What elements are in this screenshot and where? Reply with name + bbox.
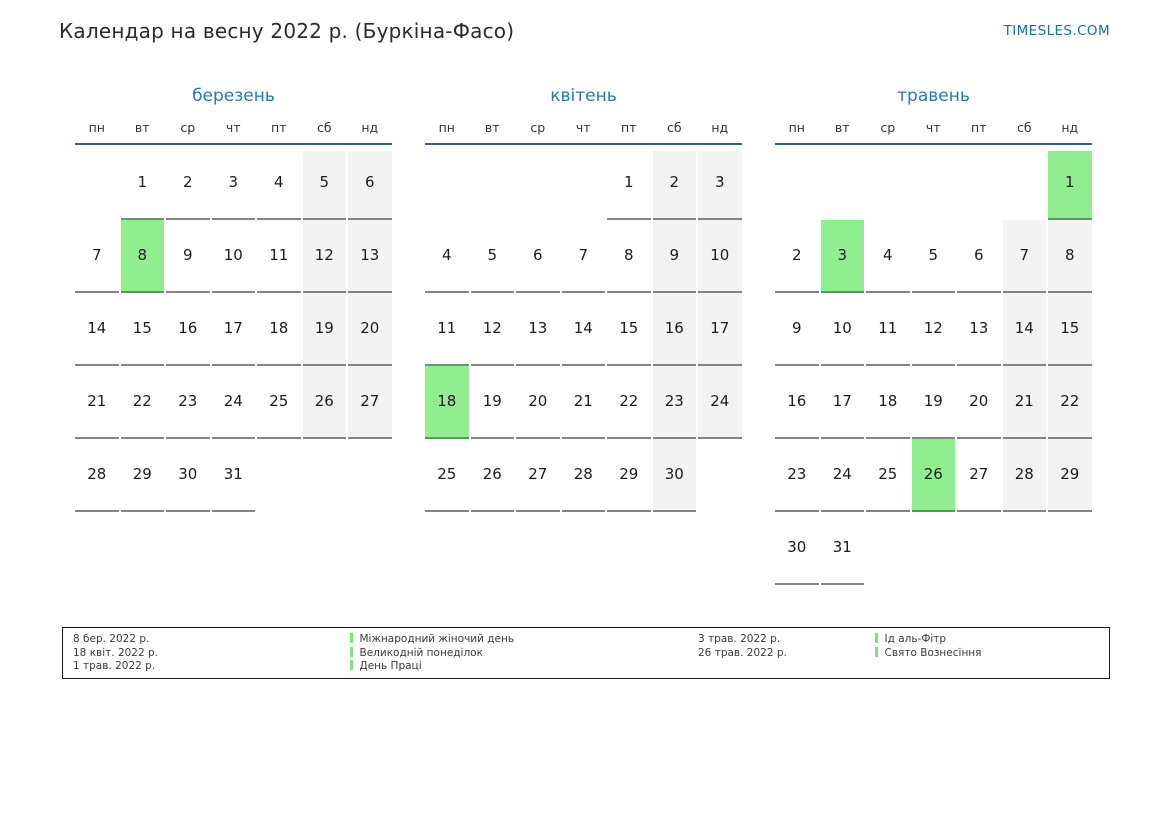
day-cell [425,439,469,512]
day-cell [1003,220,1047,293]
legend-holiday [350,633,514,647]
empty-cell [912,147,956,220]
empty-cell [866,147,910,220]
day-number: 20 [360,318,380,337]
day-cell [212,293,256,366]
day-cell [166,220,210,293]
weekday-label: сб [1016,120,1032,135]
day-cell [75,220,119,293]
day-number: 21 [1014,391,1034,410]
day-number: 14 [1014,318,1034,337]
day-cell [1003,366,1047,439]
day-cell [212,366,256,439]
legend-holiday-label: Ід аль-Фітр [884,633,947,645]
empty-cell [821,147,865,220]
day-cell [607,147,651,220]
weekday-label: вт [834,120,850,135]
weekday-header [425,116,742,145]
day-number: 6 [532,245,543,264]
day-number: 8 [1064,245,1075,264]
day-cell [607,439,651,512]
day-number: 23 [178,391,198,410]
empty-cell [912,512,956,585]
day-number: 17 [832,391,852,410]
day-number: 18 [437,391,457,410]
day-cell [698,147,742,220]
day-cell [166,439,210,512]
day-number: 25 [878,464,898,483]
day-number: 22 [619,391,639,410]
day-number: 1 [1064,172,1075,191]
day-underline [821,583,865,585]
legend-date: 8 бер. 2022 р. [73,633,150,645]
day-number: 9 [669,245,680,264]
weekday-label: чт [575,120,591,135]
weekday-label: нд [1061,120,1079,135]
day-number: 26 [482,464,502,483]
legend-date: 26 трав. 2022 р. [698,646,787,659]
day-cell [516,439,560,512]
day-number: 29 [132,464,152,483]
day-cell [257,220,301,293]
legend-holidays-right [875,633,982,660]
day-number: 3 [228,172,239,191]
day-number: 28 [1014,464,1034,483]
day-number: 11 [878,318,898,337]
day-cell [1048,366,1092,439]
month-grid [75,147,392,512]
day-number: 30 [178,464,198,483]
weekday-label: пт [971,120,987,135]
day-number: 5 [487,245,498,264]
legend-holiday-label: Свято Вознесіння [884,646,982,659]
day-number: 29 [1060,464,1080,483]
day-number: 3 [714,172,725,191]
day-cell [257,366,301,439]
empty-cell [957,147,1001,220]
day-number: 11 [269,245,289,264]
day-cell [1003,293,1047,366]
day-number: 17 [223,318,243,337]
day-cell [821,439,865,512]
weekday-label: пн [88,120,105,135]
day-number: 8 [137,245,148,264]
day-cell [653,293,697,366]
day-cell [775,293,819,366]
day-cell [821,366,865,439]
day-cell [653,147,697,220]
empty-cell [303,439,347,512]
day-number: 9 [182,245,193,264]
day-number: 25 [269,391,289,410]
day-cell [653,439,697,512]
day-number: 19 [314,318,334,337]
day-cell [698,220,742,293]
day-cell [957,366,1001,439]
weekday-header [775,116,1092,145]
empty-cell [1048,512,1092,585]
legend-date: 18 квіт. 2022 р. [73,646,158,659]
weekday-label: сб [316,120,332,135]
day-number: 16 [178,318,198,337]
day-cell [303,220,347,293]
day-cell [912,366,956,439]
legend-holiday [875,647,982,661]
day-number: 6 [364,172,375,191]
empty-cell [562,147,606,220]
holiday-marker-icon [350,660,353,670]
day-number: 20 [528,391,548,410]
day-number: 22 [132,391,152,410]
empty-cell [1003,512,1047,585]
day-cell [166,293,210,366]
day-cell [821,512,865,585]
empty-cell [425,147,469,220]
weekday-label: чт [225,120,241,135]
month-title: квітень [550,86,617,106]
empty-cell [698,439,742,512]
day-number: 14 [573,318,593,337]
day-cell [957,293,1001,366]
legend-holiday [875,633,982,647]
day-cell [607,366,651,439]
day-number: 5 [319,172,330,191]
empty-cell [957,512,1001,585]
day-number: 8 [623,245,634,264]
day-number: 21 [87,391,107,410]
day-number: 15 [132,318,152,337]
page-title: Календар на весну 2022 р. (Буркіна-Фасо) [59,19,515,43]
day-number: 1 [623,172,634,191]
day-number: 4 [441,245,452,264]
day-cell [212,147,256,220]
day-cell [775,439,819,512]
holiday-marker-icon [350,647,353,657]
empty-cell [866,512,910,585]
day-cell [348,220,392,293]
day-cell [516,293,560,366]
day-number: 27 [528,464,548,483]
day-cell [775,366,819,439]
legend-date: 3 трав. 2022 р. [698,633,781,645]
day-number: 11 [437,318,457,337]
calendar-month-2 [425,84,742,512]
day-number: 30 [787,537,807,556]
day-number: 13 [969,318,989,337]
day-underline [121,510,165,512]
day-number: 24 [223,391,243,410]
day-cell [653,220,697,293]
legend-dates-right [698,633,787,660]
day-cell [121,366,165,439]
day-underline [516,510,560,512]
day-cell-holiday [821,220,865,293]
day-cell-holiday [425,366,469,439]
day-number: 26 [314,391,334,410]
day-number: 12 [314,245,334,264]
day-number: 12 [482,318,502,337]
day-number: 15 [619,318,639,337]
legend-holiday [350,647,514,661]
day-number: 7 [578,245,589,264]
day-number: 4 [273,172,284,191]
day-underline [471,510,515,512]
day-cell [562,439,606,512]
day-underline [75,510,119,512]
day-cell [957,439,1001,512]
day-underline [425,510,469,512]
day-cell [425,293,469,366]
day-cell [471,293,515,366]
day-number: 31 [832,537,852,556]
day-cell [121,293,165,366]
empty-cell [257,439,301,512]
weekday-label: чт [925,120,941,135]
day-cell [866,293,910,366]
day-cell [75,293,119,366]
day-cell [698,293,742,366]
day-cell [698,366,742,439]
weekday-label: пт [621,120,637,135]
day-number: 2 [791,245,802,264]
weekday-label: вт [134,120,150,135]
empty-cell [516,147,560,220]
day-cell [1048,220,1092,293]
holiday-marker-icon [875,633,878,643]
legend-dates-left [73,633,158,674]
day-underline [607,510,651,512]
day-cell [1003,439,1047,512]
day-cell [912,293,956,366]
day-cell [257,147,301,220]
day-cell [212,439,256,512]
day-cell [121,439,165,512]
day-number: 6 [973,245,984,264]
day-number: 24 [832,464,852,483]
weekday-label: пн [438,120,455,135]
day-number: 18 [269,318,289,337]
empty-cell [75,147,119,220]
legend-date: 1 трав. 2022 р. [73,660,156,672]
day-number: 26 [923,464,943,483]
day-number: 13 [528,318,548,337]
weekday-label: сб [666,120,682,135]
day-number: 31 [223,464,243,483]
day-cell [957,220,1001,293]
day-cell-holiday [121,220,165,293]
day-number: 5 [928,245,939,264]
empty-cell [1003,147,1047,220]
month-title: травень [897,86,970,106]
legend-holiday-label: Великодній понеділок [359,646,483,659]
day-number: 19 [923,391,943,410]
day-cell [516,366,560,439]
day-number: 13 [360,245,380,264]
day-cell [653,366,697,439]
day-number: 24 [710,391,730,410]
day-number: 30 [664,464,684,483]
day-cell [912,220,956,293]
day-cell [607,293,651,366]
month-title: березень [192,86,275,106]
day-number: 28 [573,464,593,483]
day-number: 27 [360,391,380,410]
day-cell [866,220,910,293]
day-number: 27 [969,464,989,483]
day-cell [166,147,210,220]
day-number: 7 [1019,245,1030,264]
day-number: 3 [837,245,848,264]
day-cell [562,220,606,293]
day-number: 20 [969,391,989,410]
empty-cell [775,147,819,220]
day-number: 10 [223,245,243,264]
day-number: 7 [91,245,102,264]
day-number: 18 [878,391,898,410]
day-underline [653,510,697,512]
day-cell [121,147,165,220]
day-cell [303,293,347,366]
day-cell [821,293,865,366]
legend-box [62,627,1110,679]
empty-cell [348,439,392,512]
empty-cell [471,147,515,220]
weekday-label: ср [180,120,196,135]
day-cell [775,220,819,293]
day-underline [562,510,606,512]
day-cell [212,220,256,293]
day-number: 10 [710,245,730,264]
day-cell [75,366,119,439]
day-cell [866,439,910,512]
day-cell [866,366,910,439]
day-cell [166,366,210,439]
day-underline [775,583,819,585]
day-cell [471,220,515,293]
legend-holidays-left [350,633,514,674]
day-cell [1048,293,1092,366]
day-number: 16 [664,318,684,337]
day-number: 14 [87,318,107,337]
day-number: 22 [1060,391,1080,410]
day-number: 15 [1060,318,1080,337]
day-cell [257,293,301,366]
day-cell [425,220,469,293]
weekday-label: ср [880,120,896,135]
holiday-marker-icon [350,633,353,643]
day-cell [303,147,347,220]
day-cell-holiday [1048,147,1092,220]
day-number: 10 [832,318,852,337]
month-grid [425,147,742,512]
day-number: 9 [791,318,802,337]
day-number: 21 [573,391,593,410]
day-cell [562,293,606,366]
calendar-month-3 [775,84,1092,585]
day-cell [607,220,651,293]
day-cell [348,147,392,220]
day-number: 25 [437,464,457,483]
day-underline [166,510,210,512]
day-cell [471,439,515,512]
day-number: 12 [923,318,943,337]
day-number: 4 [882,245,893,264]
day-number: 1 [137,172,148,191]
legend-holiday [350,660,514,674]
month-grid [775,147,1092,585]
day-number: 23 [664,391,684,410]
weekday-label: пт [271,120,287,135]
brand-link[interactable]: TIMESLES.COM [1003,23,1110,39]
holiday-marker-icon [875,647,878,657]
day-cell [303,366,347,439]
day-cell-holiday [912,439,956,512]
day-cell [775,512,819,585]
day-cell [562,366,606,439]
weekday-label: нд [361,120,379,135]
day-number: 19 [482,391,502,410]
day-cell [1048,439,1092,512]
day-cell [516,220,560,293]
day-cell [348,366,392,439]
day-number: 28 [87,464,107,483]
calendar-month-1 [75,84,392,512]
weekday-label: вт [484,120,500,135]
day-number: 17 [710,318,730,337]
day-number: 29 [619,464,639,483]
day-number: 2 [182,172,193,191]
day-number: 16 [787,391,807,410]
day-cell [75,439,119,512]
weekday-header [75,116,392,145]
day-cell [471,366,515,439]
day-number: 23 [787,464,807,483]
weekday-label: нд [711,120,729,135]
weekday-label: ср [530,120,546,135]
day-cell [348,293,392,366]
day-number: 2 [669,172,680,191]
legend-holiday-label: Міжнародний жіночий день [359,633,515,645]
day-underline [212,510,256,512]
legend-holiday-label: День Праці [359,660,422,672]
weekday-label: пн [788,120,805,135]
